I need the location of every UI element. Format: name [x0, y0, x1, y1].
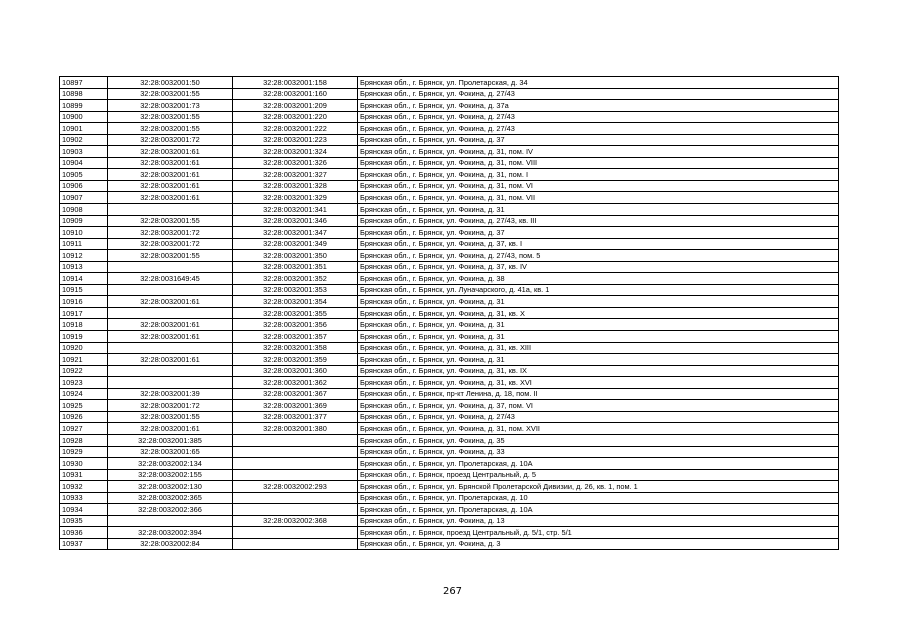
- address-cell: Брянская обл., г. Брянск, ул. Пролетарская, д. 34: [358, 77, 839, 89]
- address-cell: Брянская обл., г. Брянск, ул. Фокина, д. 35: [358, 434, 839, 446]
- address-cell: Брянская обл., г. Брянск, ул. Фокина, д. 31, пом. VI: [358, 180, 839, 192]
- object-cadastral-number-cell: 32:28:0032001:356: [233, 319, 358, 331]
- table-row: [60, 527, 839, 539]
- cadastral-number-cell: 32:28:0032001:55: [108, 411, 233, 423]
- row-number-cell: 10934: [60, 504, 108, 516]
- object-cadastral-number-cell: 32:28:0032001:349: [233, 238, 358, 250]
- table-row: [60, 469, 839, 481]
- row-number-cell: 10929: [60, 446, 108, 458]
- table-row: [60, 180, 839, 192]
- table-row: [60, 411, 839, 423]
- object-cadastral-number-cell: 32:28:0032001:341: [233, 204, 358, 216]
- cadastral-number-cell: 32:28:0032001:61: [108, 157, 233, 169]
- object-cadastral-number-cell: 32:28:0032001:367: [233, 388, 358, 400]
- row-number-cell: 10931: [60, 469, 108, 481]
- address-cell: Брянская обл., г. Брянск, ул. Фокина, д. 37а: [358, 100, 839, 112]
- row-number-cell: 10918: [60, 319, 108, 331]
- row-number-cell: 10923: [60, 377, 108, 389]
- cadastral-number-cell: 32:28:0032001:61: [108, 296, 233, 308]
- object-cadastral-number-cell: 32:28:0032001:209: [233, 100, 358, 112]
- cadastral-number-cell: 32:28:0032002:130: [108, 481, 233, 493]
- row-number-cell: 10905: [60, 169, 108, 181]
- object-cadastral-number-cell: [233, 434, 358, 446]
- table-row: [60, 261, 839, 273]
- row-number-cell: 10903: [60, 146, 108, 158]
- object-cadastral-number-cell: 32:28:0032001:354: [233, 296, 358, 308]
- row-number-cell: 10906: [60, 180, 108, 192]
- cadastral-number-cell: [108, 307, 233, 319]
- row-number-cell: 10911: [60, 238, 108, 250]
- object-cadastral-number-cell: [233, 538, 358, 550]
- address-cell: Брянская обл., г. Брянск, ул. Фокина, д. 31, пом. I: [358, 169, 839, 181]
- table-row: [60, 146, 839, 158]
- object-cadastral-number-cell: 32:28:0032001:362: [233, 377, 358, 389]
- cadastral-number-cell: [108, 365, 233, 377]
- object-cadastral-number-cell: [233, 446, 358, 458]
- table-row: [60, 88, 839, 100]
- address-cell: Брянская обл., г. Брянск, ул. Фокина, д. 31, кв. IX: [358, 365, 839, 377]
- cadastral-number-cell: 32:28:0031649:45: [108, 273, 233, 285]
- address-cell: Брянская обл., г. Брянск, ул. Фокина, д. 37: [358, 134, 839, 146]
- address-cell: Брянская обл., г. Брянск, пр-кт Ленина, д. 18, пом. II: [358, 388, 839, 400]
- address-cell: Брянская обл., г. Брянск, ул. Фокина, д. 27/43: [358, 411, 839, 423]
- object-cadastral-number-cell: 32:28:0032001:357: [233, 331, 358, 343]
- row-number-cell: 10910: [60, 227, 108, 239]
- table-row: [60, 273, 839, 285]
- row-number-cell: 10935: [60, 515, 108, 527]
- cadastral-number-cell: [108, 515, 233, 527]
- row-number-cell: 10917: [60, 307, 108, 319]
- table-row: [60, 434, 839, 446]
- address-cell: Брянская обл., г. Брянск, ул. Фокина, д. 37: [358, 227, 839, 239]
- row-number-cell: 10922: [60, 365, 108, 377]
- cadastral-number-cell: 32:28:0032002:84: [108, 538, 233, 550]
- row-number-cell: 10898: [60, 88, 108, 100]
- address-cell: Брянская обл., г. Брянск, ул. Пролетарская, д. 10А: [358, 504, 839, 516]
- table-row: [60, 204, 839, 216]
- table-row: [60, 238, 839, 250]
- cadastral-number-cell: 32:28:0032002:394: [108, 527, 233, 539]
- table-row: [60, 307, 839, 319]
- address-cell: Брянская обл., г. Брянск, ул. Фокина, д. 31, пом. XVII: [358, 423, 839, 435]
- address-cell: Брянская обл., г. Брянск, ул. Фокина, д. 31, пом. VII: [358, 192, 839, 204]
- object-cadastral-number-cell: 32:28:0032001:350: [233, 250, 358, 262]
- cadastral-number-cell: [108, 377, 233, 389]
- cadastral-number-cell: 32:28:0032001:72: [108, 134, 233, 146]
- object-cadastral-number-cell: 32:28:0032001:326: [233, 157, 358, 169]
- cadastral-number-cell: 32:28:0032002:134: [108, 458, 233, 470]
- table-row: [60, 227, 839, 239]
- object-cadastral-number-cell: 32:28:0032001:360: [233, 365, 358, 377]
- table-row: [60, 169, 839, 181]
- address-cell: Брянская обл., г. Брянск, проезд Центральный, д. 5: [358, 469, 839, 481]
- table-row: [60, 111, 839, 123]
- object-cadastral-number-cell: [233, 469, 358, 481]
- address-cell: Брянская обл., г. Брянск, ул. Фокина, д. 31, пом. IV: [358, 146, 839, 158]
- table-row: [60, 157, 839, 169]
- address-cell: Брянская обл., г. Брянск, ул. Пролетарская, д. 10А: [358, 458, 839, 470]
- row-number-cell: 10897: [60, 77, 108, 89]
- row-number-cell: 10933: [60, 492, 108, 504]
- table-row: [60, 365, 839, 377]
- table-row: [60, 192, 839, 204]
- cadastral-number-cell: 32:28:0032002:365: [108, 492, 233, 504]
- table-row: [60, 377, 839, 389]
- object-cadastral-number-cell: 32:28:0032002:368: [233, 515, 358, 527]
- cadastral-number-cell: 32:28:0032002:366: [108, 504, 233, 516]
- object-cadastral-number-cell: 32:28:0032002:293: [233, 481, 358, 493]
- table-row: [60, 77, 839, 89]
- object-cadastral-number-cell: 32:28:0032001:377: [233, 411, 358, 423]
- row-number-cell: 10909: [60, 215, 108, 227]
- row-number-cell: 10928: [60, 434, 108, 446]
- object-cadastral-number-cell: 32:28:0032001:329: [233, 192, 358, 204]
- row-number-cell: 10914: [60, 273, 108, 285]
- cadastral-number-cell: [108, 204, 233, 216]
- object-cadastral-number-cell: [233, 504, 358, 516]
- row-number-cell: 10899: [60, 100, 108, 112]
- cadastral-number-cell: 32:28:0032001:61: [108, 354, 233, 366]
- cadastral-number-cell: 32:28:0032001:72: [108, 400, 233, 412]
- address-cell: Брянская обл., г. Брянск, ул. Брянской Пролетарской Дивизии, д. 26, кв. 1, пом. 1: [358, 481, 839, 493]
- address-cell: Брянская обл., г. Брянск, ул. Фокина, д. 37, кв. IV: [358, 261, 839, 273]
- object-cadastral-number-cell: 32:28:0032001:160: [233, 88, 358, 100]
- cadastral-number-cell: 32:28:0032001:61: [108, 319, 233, 331]
- table-row: [60, 296, 839, 308]
- row-number-cell: 10907: [60, 192, 108, 204]
- address-cell: Брянская обл., г. Брянск, ул. Фокина, д. 31: [358, 354, 839, 366]
- object-cadastral-number-cell: 32:28:0032001:359: [233, 354, 358, 366]
- cadastral-number-cell: 32:28:0032001:72: [108, 227, 233, 239]
- cadastral-number-cell: 32:28:0032001:61: [108, 169, 233, 181]
- table-row: [60, 515, 839, 527]
- object-cadastral-number-cell: 32:28:0032001:369: [233, 400, 358, 412]
- address-cell: Брянская обл., г. Брянск, ул. Фокина, д. 31, кв. X: [358, 307, 839, 319]
- table-body: [60, 77, 839, 550]
- object-cadastral-number-cell: 32:28:0032001:346: [233, 215, 358, 227]
- address-cell: Брянская обл., г. Брянск, ул. Фокина, д. 27/43: [358, 123, 839, 135]
- row-number-cell: 10936: [60, 527, 108, 539]
- cadastral-number-cell: 32:28:0032001:55: [108, 111, 233, 123]
- address-cell: Брянская обл., г. Брянск, ул. Фокина, д. 27/43, кв. III: [358, 215, 839, 227]
- object-cadastral-number-cell: 32:28:0032001:223: [233, 134, 358, 146]
- cadastral-number-cell: 32:28:0032001:61: [108, 423, 233, 435]
- table-row: [60, 423, 839, 435]
- address-cell: Брянская обл., г. Брянск, ул. Фокина, д. 31, кв. XVI: [358, 377, 839, 389]
- cadastral-number-cell: 32:28:0032001:39: [108, 388, 233, 400]
- cadastral-number-cell: [108, 342, 233, 354]
- address-cell: Брянская обл., г. Брянск, ул. Фокина, д. 31, пом. VIII: [358, 157, 839, 169]
- cadastral-number-cell: 32:28:0032002:155: [108, 469, 233, 481]
- row-number-cell: 10900: [60, 111, 108, 123]
- address-cell: Брянская обл., г. Брянск, ул. Фокина, д. 38: [358, 273, 839, 285]
- object-cadastral-number-cell: 32:28:0032001:324: [233, 146, 358, 158]
- table-row: [60, 458, 839, 470]
- table-row: [60, 446, 839, 458]
- object-cadastral-number-cell: 32:28:0032001:328: [233, 180, 358, 192]
- row-number-cell: 10920: [60, 342, 108, 354]
- address-cell: Брянская обл., г. Брянск, ул. Фокина, д. 27/43: [358, 111, 839, 123]
- row-number-cell: 10916: [60, 296, 108, 308]
- row-number-cell: 10925: [60, 400, 108, 412]
- object-cadastral-number-cell: [233, 458, 358, 470]
- row-number-cell: 10921: [60, 354, 108, 366]
- table-row: [60, 400, 839, 412]
- object-cadastral-number-cell: 32:28:0032001:158: [233, 77, 358, 89]
- row-number-cell: 10912: [60, 250, 108, 262]
- cadastral-number-cell: 32:28:0032001:55: [108, 123, 233, 135]
- row-number-cell: 10908: [60, 204, 108, 216]
- table-row: [60, 388, 839, 400]
- table-row: [60, 134, 839, 146]
- table-row: [60, 284, 839, 296]
- cadastral-number-cell: 32:28:0032001:55: [108, 88, 233, 100]
- table-row: [60, 342, 839, 354]
- table-row: [60, 331, 839, 343]
- address-cell: Брянская обл., г. Брянск, ул. Фокина, д. 31: [358, 204, 839, 216]
- row-number-cell: 10915: [60, 284, 108, 296]
- cadastral-number-cell: [108, 284, 233, 296]
- address-cell: Брянская обл., г. Брянск, ул. Фокина, д. 31: [358, 296, 839, 308]
- object-cadastral-number-cell: [233, 527, 358, 539]
- row-number-cell: 10904: [60, 157, 108, 169]
- cadastral-number-cell: 32:28:0032001:385: [108, 434, 233, 446]
- cadastral-number-cell: 32:28:0032001:61: [108, 146, 233, 158]
- cadastral-number-cell: [108, 261, 233, 273]
- row-number-cell: 10902: [60, 134, 108, 146]
- table-row: [60, 492, 839, 504]
- row-number-cell: 10937: [60, 538, 108, 550]
- row-number-cell: 10901: [60, 123, 108, 135]
- address-cell: Брянская обл., г. Брянск, ул. Фокина, д. 33: [358, 446, 839, 458]
- row-number-cell: 10927: [60, 423, 108, 435]
- address-cell: Брянская обл., г. Брянск, ул. Луначарского, д. 41а, кв. 1: [358, 284, 839, 296]
- object-cadastral-number-cell: 32:28:0032001:380: [233, 423, 358, 435]
- row-number-cell: 10930: [60, 458, 108, 470]
- address-cell: Брянская обл., г. Брянск, ул. Фокина, д. 27/43: [358, 88, 839, 100]
- row-number-cell: 10924: [60, 388, 108, 400]
- address-cell: Брянская обл., г. Брянск, ул. Фокина, д. 31, кв. XIII: [358, 342, 839, 354]
- cadastral-number-cell: 32:28:0032001:61: [108, 192, 233, 204]
- cadastral-number-cell: 32:28:0032001:55: [108, 250, 233, 262]
- address-cell: Брянская обл., г. Брянск, проезд Центральный, д. 5/1, стр. 5/1: [358, 527, 839, 539]
- table-row: [60, 504, 839, 516]
- object-cadastral-number-cell: 32:28:0032001:353: [233, 284, 358, 296]
- object-cadastral-number-cell: 32:28:0032001:355: [233, 307, 358, 319]
- cadastral-number-cell: 32:28:0032001:72: [108, 238, 233, 250]
- address-cell: Брянская обл., г. Брянск, ул. Фокина, д. 27/43, пом. 5: [358, 250, 839, 262]
- table-row: [60, 100, 839, 112]
- table-row: [60, 215, 839, 227]
- object-cadastral-number-cell: 32:28:0032001:222: [233, 123, 358, 135]
- object-cadastral-number-cell: 32:28:0032001:327: [233, 169, 358, 181]
- table-row: [60, 481, 839, 493]
- cadastral-number-cell: 32:28:0032001:61: [108, 180, 233, 192]
- address-cell: Брянская обл., г. Брянск, ул. Пролетарская, д. 10: [358, 492, 839, 504]
- object-cadastral-number-cell: [233, 492, 358, 504]
- row-number-cell: 10919: [60, 331, 108, 343]
- address-cell: Брянская обл., г. Брянск, ул. Фокина, д. 31: [358, 331, 839, 343]
- cadastral-number-cell: 32:28:0032001:61: [108, 331, 233, 343]
- cadastral-number-cell: 32:28:0032001:65: [108, 446, 233, 458]
- cadastral-number-cell: 32:28:0032001:55: [108, 215, 233, 227]
- object-cadastral-number-cell: 32:28:0032001:352: [233, 273, 358, 285]
- table-row: [60, 250, 839, 262]
- object-cadastral-number-cell: 32:28:0032001:358: [233, 342, 358, 354]
- table-row: [60, 354, 839, 366]
- table-row: [60, 538, 839, 550]
- cadastral-number-cell: 32:28:0032001:73: [108, 100, 233, 112]
- address-cell: Брянская обл., г. Брянск, ул. Фокина, д. 37, кв. I: [358, 238, 839, 250]
- row-number-cell: 10932: [60, 481, 108, 493]
- table-row: [60, 123, 839, 135]
- row-number-cell: 10913: [60, 261, 108, 273]
- object-cadastral-number-cell: 32:28:0032001:220: [233, 111, 358, 123]
- object-cadastral-number-cell: 32:28:0032001:351: [233, 261, 358, 273]
- address-cell: Брянская обл., г. Брянск, ул. Фокина, д. 31: [358, 319, 839, 331]
- cadastral-number-cell: 32:28:0032001:50: [108, 77, 233, 89]
- table-row: [60, 319, 839, 331]
- page-number: 267: [442, 586, 463, 597]
- object-cadastral-number-cell: 32:28:0032001:347: [233, 227, 358, 239]
- address-cell: Брянская обл., г. Брянск, ул. Фокина, д. 37, пом. VI: [358, 400, 839, 412]
- cadastral-table: [59, 76, 839, 550]
- address-cell: Брянская обл., г. Брянск, ул. Фокина, д. 3: [358, 538, 839, 550]
- address-cell: Брянская обл., г. Брянск, ул. Фокина, д. 13: [358, 515, 839, 527]
- row-number-cell: 10926: [60, 411, 108, 423]
